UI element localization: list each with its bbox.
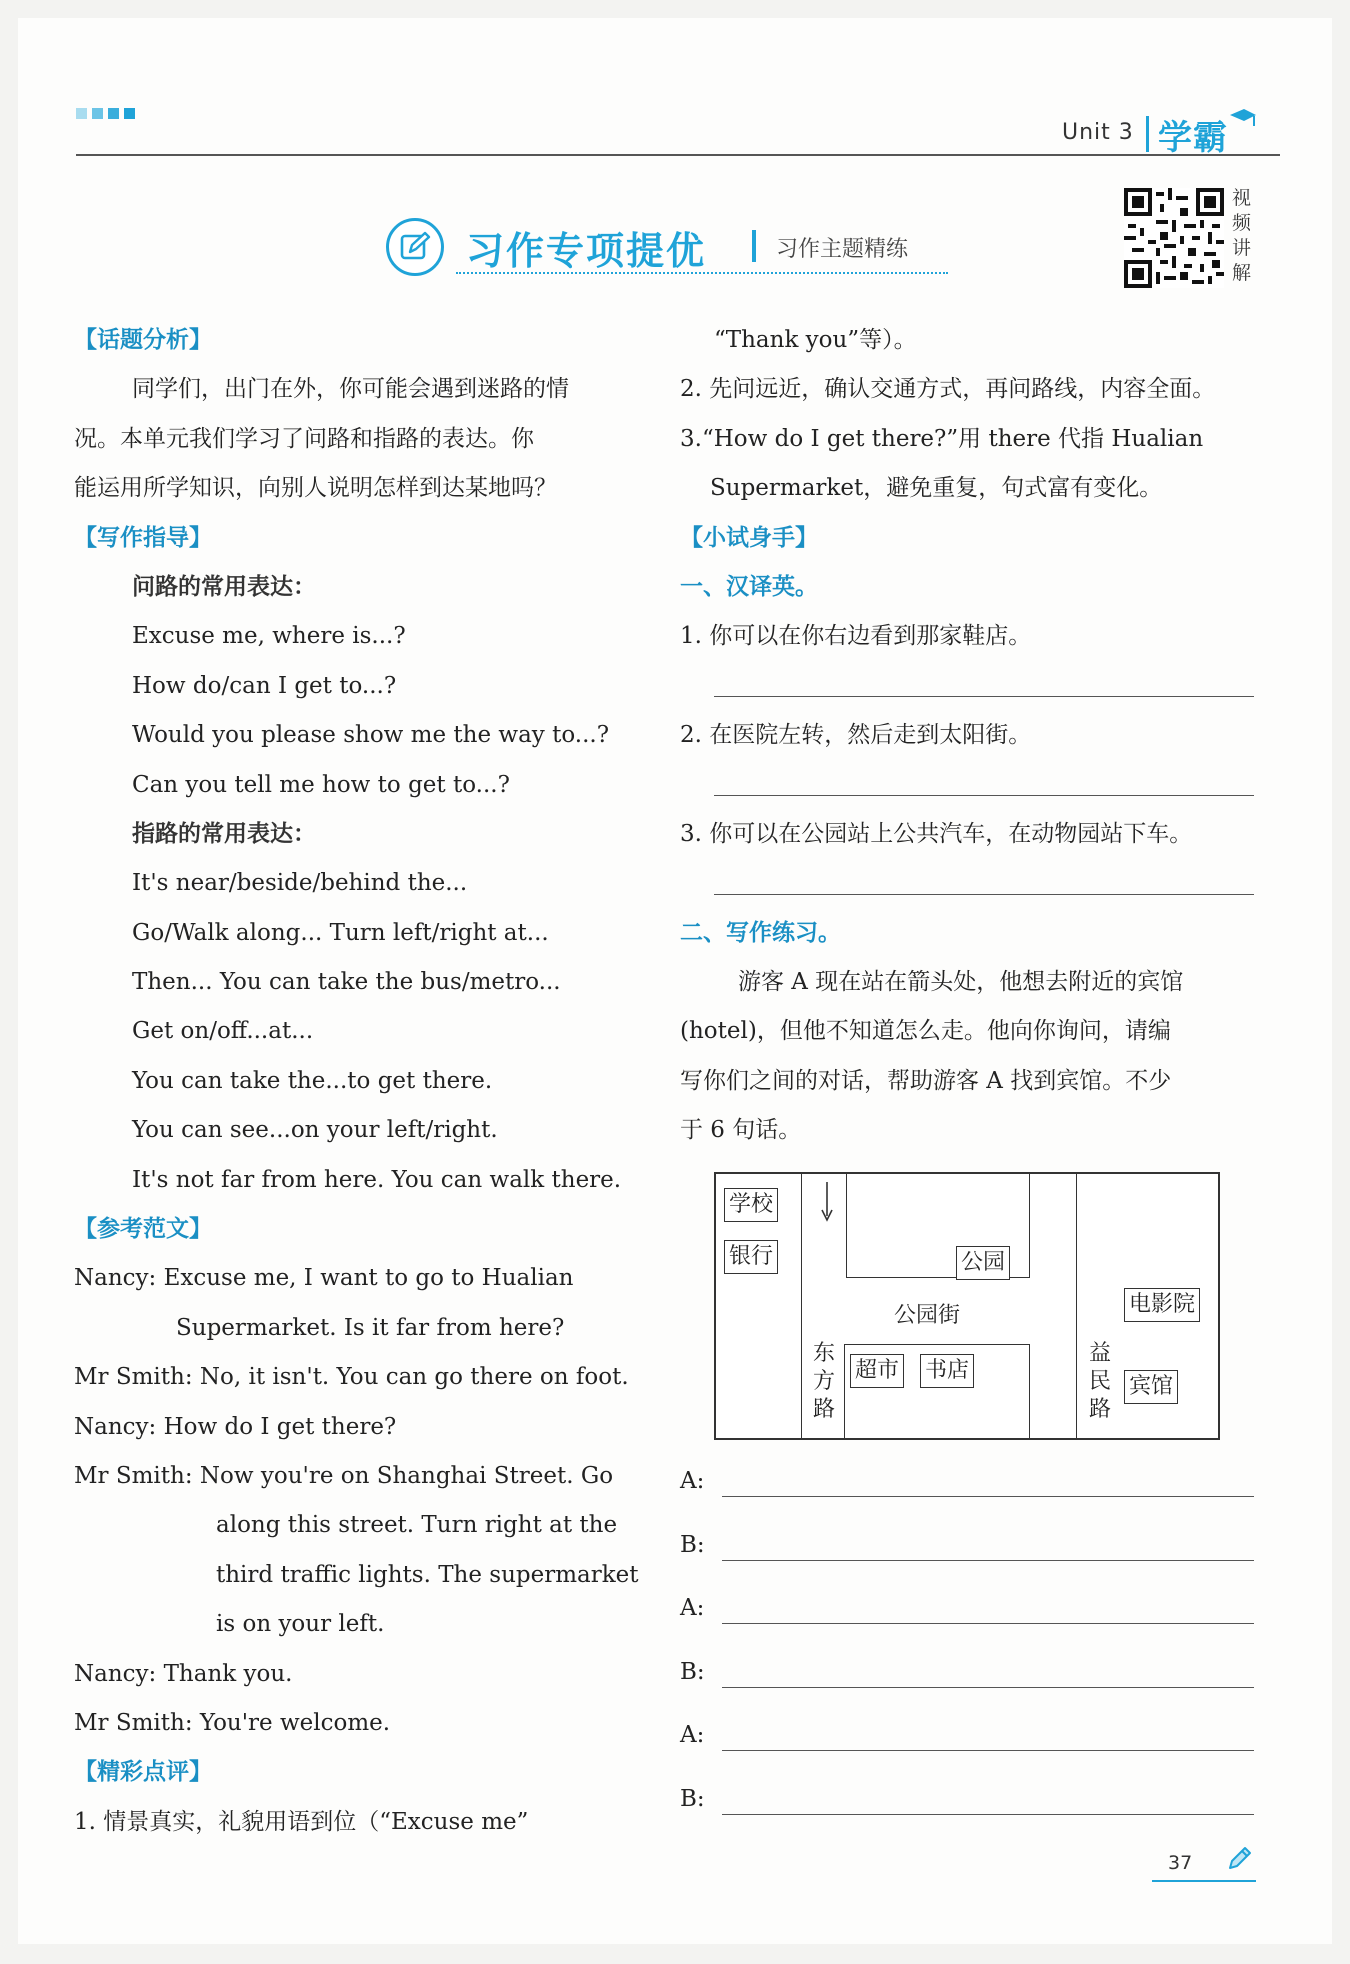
sample-essay-heading: 【参考范文】: [74, 1216, 212, 1243]
tell-expression: It's not far from here. You can walk there.: [132, 1166, 622, 1193]
topic-analysis-heading: 【话题分析】: [74, 327, 212, 353]
map-label-school: 学校: [724, 1188, 778, 1222]
ask-heading: 问路的常用表达：: [132, 573, 316, 600]
task-line: (hotel)，但他不知道怎么走。他向你询问，请编: [680, 1018, 1171, 1045]
ask-expression: Would you please show me the way to...?: [132, 722, 610, 749]
qr-code-icon[interactable]: [1124, 188, 1224, 288]
question-3: 3. 你可以在公园站上公共汽车，在动物园站下车。: [680, 820, 1193, 847]
task-line: 于 6 句话。: [680, 1117, 802, 1144]
pen-square-icon: [386, 218, 444, 276]
header-decoration: [76, 108, 135, 119]
map-label-bookstore: 书店: [920, 1354, 974, 1388]
page-title: 习作专项提优: [466, 229, 707, 273]
dialogue-line[interactable]: [680, 1645, 1254, 1709]
dialogue-line[interactable]: [680, 1581, 1254, 1645]
sample-line: Nancy: Thank you.: [74, 1660, 293, 1687]
answer-line-3[interactable]: [680, 859, 1254, 908]
sample-line: is on your left.: [216, 1611, 385, 1638]
sample-line: Nancy: Excuse me, I want to go to Hualian: [74, 1265, 574, 1292]
title-underline: [456, 272, 948, 274]
topic-line: 能运用所学知识，向别人说明怎样到达某地吗？: [74, 475, 557, 502]
map-label-supermarket: 超市: [850, 1354, 904, 1388]
graduation-cap-icon: [1228, 106, 1258, 136]
dialogue-line[interactable]: [680, 1454, 1254, 1518]
comment-line: Supermarket，避免重复，句式富有变化。: [710, 475, 1163, 502]
tell-expression: Then... You can take the bus/metro...: [132, 969, 561, 996]
sample-line: Mr Smith: You're welcome.: [74, 1709, 391, 1736]
speaker-label: B:: [680, 1658, 705, 1685]
tell-expression: Go/Walk along... Turn left/right at...: [132, 919, 549, 946]
answer-line-2[interactable]: [680, 761, 1254, 810]
map-label-east-road: 东方路: [812, 1341, 835, 1422]
comment-line: 1. 情景真实，礼貌用语到位（“Excuse me”: [74, 1808, 529, 1835]
dialogue-line[interactable]: [680, 1518, 1254, 1582]
dialogue-answers: [680, 1454, 1254, 1835]
comment-line: 2. 先问远近，确认交通方式，再问路线，内容全面。: [680, 376, 1216, 403]
question-1: 1. 你可以在你右边看到那家鞋店。: [680, 623, 1032, 650]
ask-expression: How do/can I get to...?: [132, 672, 397, 699]
map-label-yimin-road: 益民路: [1088, 1341, 1111, 1422]
street-map: [714, 1172, 1220, 1440]
map-label-bank: 银行: [724, 1240, 778, 1274]
qr-label-char: 视: [1232, 187, 1252, 209]
speaker-label: B:: [680, 1785, 705, 1812]
topic-line: 同学们，出门在外，你可能会遇到迷路的情: [132, 376, 569, 403]
ask-expression: Can you tell me how to get to...?: [132, 771, 510, 798]
comment-line: 3.“How do I get there?”用 there 代指 Hualian: [680, 425, 1204, 452]
unit-label: Unit 3: [1062, 120, 1134, 145]
sample-line: third traffic lights. The supermarket: [216, 1561, 639, 1588]
part2-heading: 二、写作练习。: [680, 919, 841, 946]
writing-guide-heading: 【写作指导】: [74, 524, 212, 551]
map-label-cinema: 电影院: [1124, 1288, 1200, 1322]
pencil-icon: [1226, 1844, 1254, 1876]
page-number: 37: [1168, 1852, 1193, 1874]
arrow-down-icon: [820, 1182, 834, 1228]
header-divider: [1146, 116, 1149, 152]
question-2: 2. 在医院左转，然后走到太阳街。: [680, 722, 1032, 749]
task-line: 游客 A 现在站在箭头处，他想去附近的宾馆: [738, 969, 1184, 996]
try-heading: 【小试身手】: [680, 524, 818, 551]
comment-line: “Thank you”等）。: [714, 327, 917, 353]
sample-line: Mr Smith: No, it isn't. You can go there on foot.: [74, 1364, 629, 1391]
left-column: [74, 316, 648, 1847]
map-label-park-street: 公园街: [894, 1303, 961, 1328]
title-divider: [752, 230, 756, 262]
qr-label-char: 讲: [1232, 237, 1252, 259]
speaker-label: A:: [680, 1595, 705, 1621]
ask-expression: Excuse me, where is...?: [132, 623, 406, 650]
speaker-label: A:: [680, 1468, 705, 1494]
task-line: 写你们之间的对话，帮助游客 A 找到宾馆。不少: [680, 1067, 1172, 1094]
map-label-hotel: 宾馆: [1124, 1370, 1178, 1404]
part1-heading: 一、汉译英。: [680, 573, 818, 600]
right-column: [680, 316, 1254, 1156]
answer-line-1[interactable]: [680, 662, 1254, 711]
map-label-park: 公园: [956, 1246, 1010, 1280]
qr-label-char: 解: [1232, 262, 1252, 284]
topic-line: 况。本单元我们学习了问路和指路的表达。你: [74, 425, 534, 452]
speaker-label: B:: [680, 1531, 705, 1558]
sample-line: Supermarket. Is it far from here?: [176, 1314, 565, 1341]
tell-expression: It's near/beside/behind the...: [132, 870, 468, 897]
brand-logo: 学霸: [1158, 118, 1228, 158]
sample-line: Nancy: How do I get there?: [74, 1413, 397, 1440]
tell-expression: Get on/off...at...: [132, 1018, 314, 1045]
dialogue-line[interactable]: [680, 1708, 1254, 1772]
header-rule: [76, 154, 1280, 156]
footer-rule: [1152, 1880, 1256, 1882]
section-title-banner: [384, 216, 944, 280]
sample-line: along this street. Turn right at the: [216, 1512, 618, 1539]
comment-heading: 【精彩点评】: [74, 1759, 212, 1786]
qr-label: [1232, 186, 1256, 286]
page-subtitle: 习作主题精练: [776, 237, 909, 262]
qr-label-char: 频: [1232, 212, 1252, 234]
tell-expression: You can see...on your left/right.: [132, 1117, 498, 1144]
speaker-label: A:: [680, 1722, 705, 1748]
tell-expression: You can take the...to get there.: [132, 1067, 493, 1094]
sample-line: Mr Smith: Now you're on Shanghai Street. Go: [74, 1462, 614, 1489]
tell-heading: 指路的常用表达：: [132, 820, 316, 847]
dialogue-line[interactable]: [680, 1772, 1254, 1836]
